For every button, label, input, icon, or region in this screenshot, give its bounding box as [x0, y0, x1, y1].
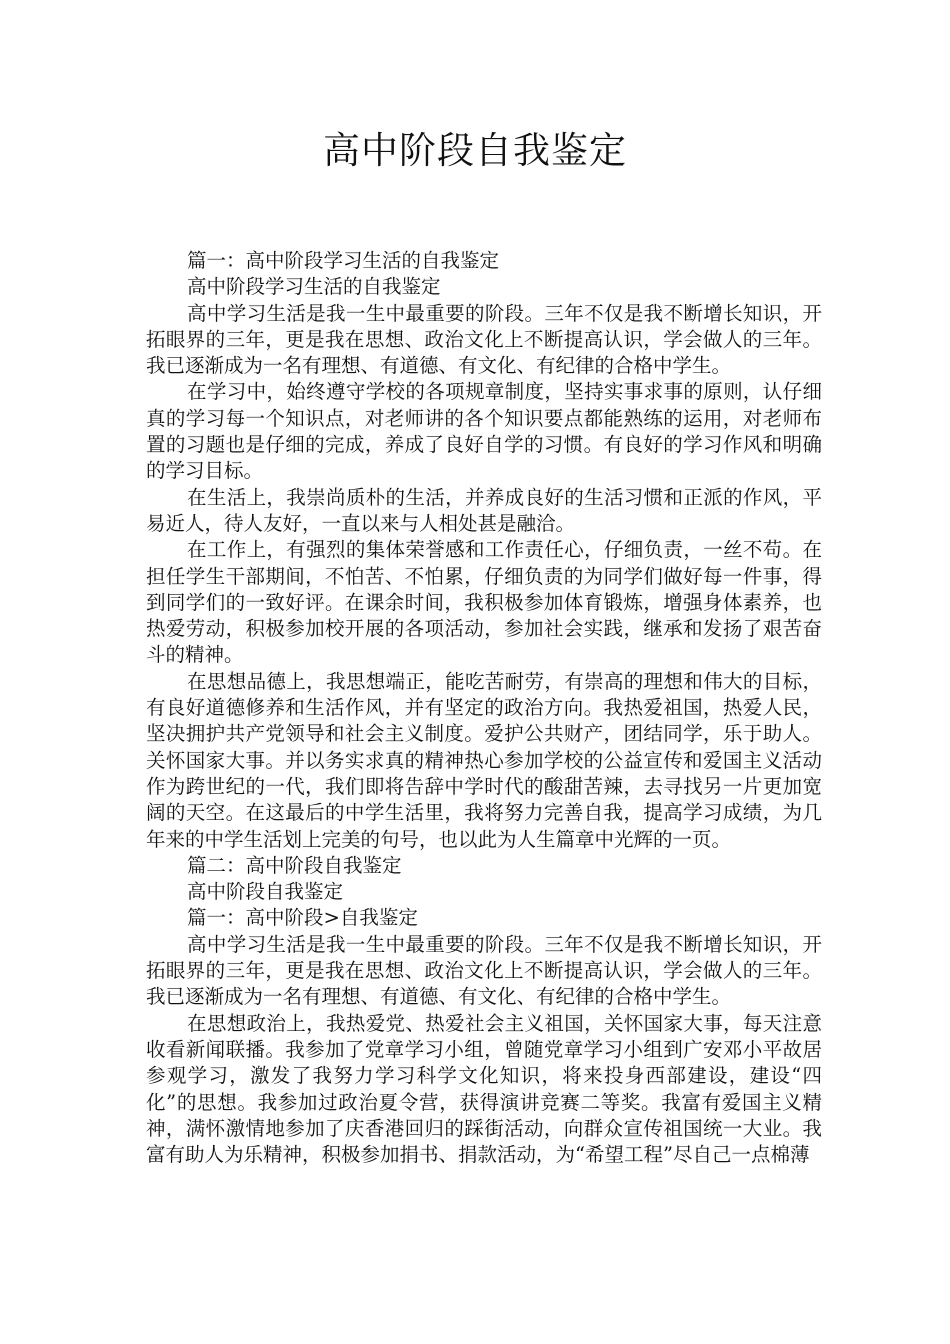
document-body — [146, 248, 822, 1168]
paragraph-part2-heading: 篇二：高中阶段自我鉴定 — [187, 853, 402, 877]
paragraph-part1-subtitle: 高中阶段学习生活的自我鉴定 — [187, 275, 441, 299]
paragraph-section-heading: 篇一：高中阶段>自我鉴定 — [187, 906, 418, 930]
paragraph: 在思想品德上，我思想端正，能吃苦耐劳，有崇高的理想和伟大的目标，有良好道德修养和生活作风，并有坚定的政治方向。我热爱祖国，热爱人民，坚决拥护共产党领导和社会主义制度。爱护公共财产，团结同学，乐于助人。关怀国家大事。并以务实求真的精神热心参加学校的公益宣传和爱国主义活动作为跨世纪的一代，我们即将告辞中学时代的酸甜苦辣，去寻找另一片更加宽阔的天空。在这最后的中学生活里，我将努力完善自我，提高学习成绩，为几年来的中学生活划上完美的句号，也以此为人生篇章中光辉的一页。 — [146, 669, 822, 851]
paragraph: 高中学习生活是我一生中最重要的阶段。三年不仅是我不断增长知识，开拓眼界的三年，更是我在思想、政治文化上不断提高认识，学会做人的三年。我已逐渐成为一名有理想、有道德、有文化、有纪律的合格中学生。 — [146, 301, 822, 378]
paragraph-part1-heading: 篇一：高中阶段学习生活的自我鉴定 — [187, 249, 500, 272]
paragraph-part2-subtitle: 高中阶段自我鉴定 — [187, 880, 344, 904]
paragraph: 在生活上，我崇尚质朴的生活，并养成良好的生活习惯和正派的作风，平易近人，待人友好，一直以来与人相处甚是融洽。 — [146, 485, 822, 535]
paragraph: 在工作上，有强烈的集体荣誉感和工作责任心，仔细负责，一丝不苟。在担任学生干部期间，不怕苦、不怕累，仔细负责的为同学们做好每一件事，得到同学们的一致好评。在课余时间，我积极参加体育锻炼，增强身体素养，也热爱劳动，积极参加校开展的各项活动，参加社会实践，继承和发扬了艰苦奋斗的精神。 — [146, 538, 822, 667]
paragraph: 在思想政治上，我热爱党、热爱社会主义祖国，关怀国家大事，每天注意收看新闻联播。我参加了党章学习小组，曾随党章学习小组到广安邓小平故居参观学习，激发了我努力学习科学文化知识，将来投身西部建设，建设“四化”的思想。我参加过政治夏令营，获得演讲竞赛二等奖。我富有爱国主义精神，满怀激情地参加了庆香港回归的踩街活动，向群众宣传祖国统一大业。我富有助人为乐精神，积极参加捐书、捐款活动，为“希望工程”尽自己一点棉薄 — [146, 1011, 822, 1167]
document-title: 高中阶段自我鉴定 — [323, 129, 627, 172]
paragraph: 高中学习生活是我一生中最重要的阶段。三年不仅是我不断增长知识，开拓眼界的三年，更是我在思想、政治文化上不断提高认识，学会做人的三年。我已逐渐成为一名有理想、有道德、有文化、有纪律的合格中学生。 — [146, 932, 822, 1009]
paragraph: 在学习中，始终遵守学校的各项规章制度，坚持实事求事的原则，认仔细真的学习每一个知识点，对老师讲的各个知识要点都能熟练的运用，对老师布置的习题也是仔细的完成，养成了良好自学的习惯。有良好的学习作风和明确的学习目标。 — [146, 380, 822, 483]
